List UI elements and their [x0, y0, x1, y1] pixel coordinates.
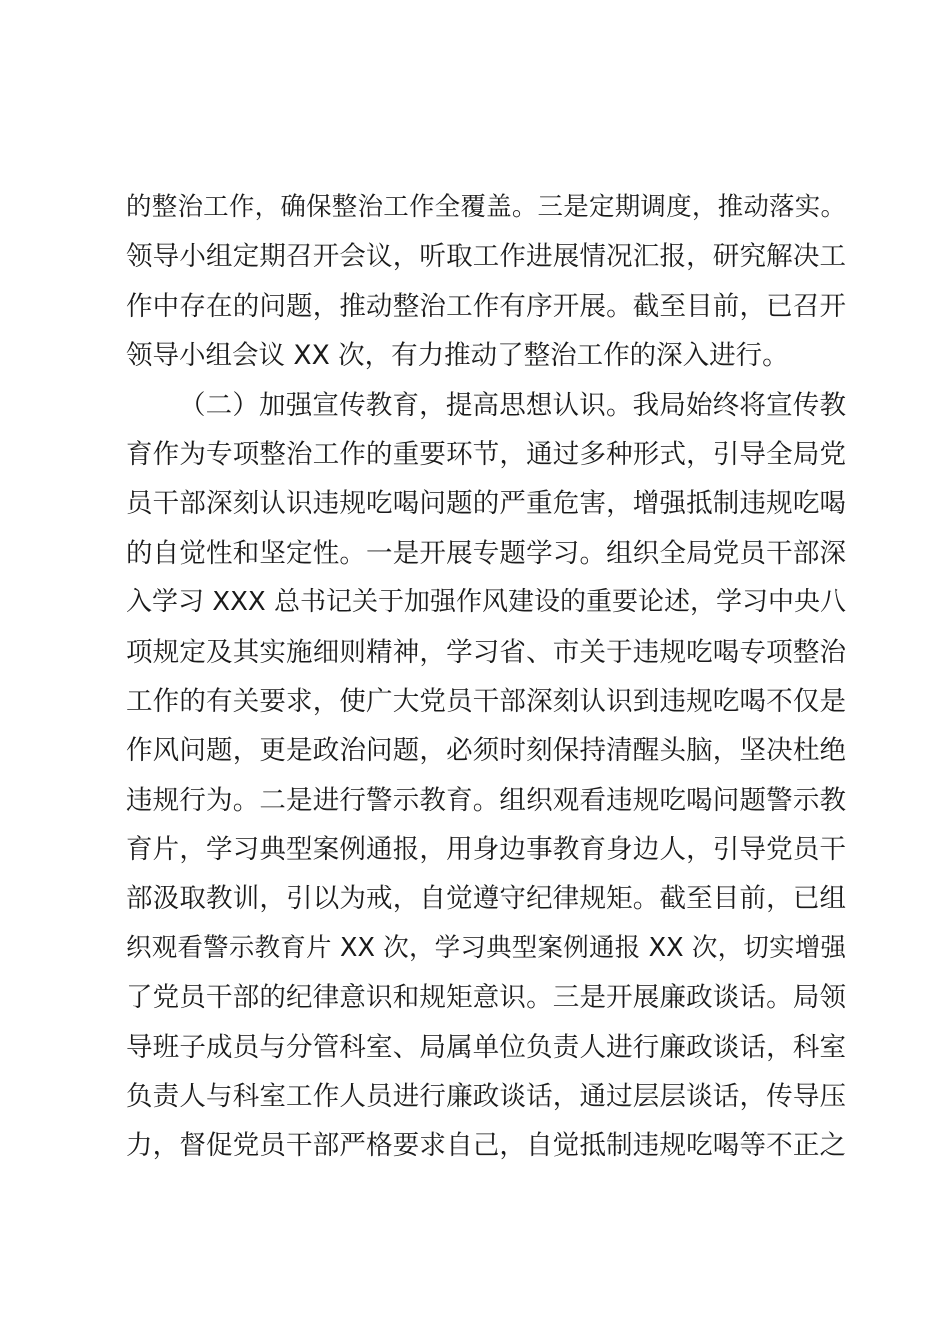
- body-text: [126, 183, 846, 1171]
- text-line: 作中存在的问题，推动整治工作有序开展。截至目前，已召开: [126, 290, 846, 322]
- text-line: 部汲取教训，引以为戒，自觉遵守纪律规矩。截至目前，已组: [126, 883, 846, 915]
- text-line: 工作的有关要求，使广大党员干部深刻认识到违规吃喝不仅是: [126, 685, 846, 717]
- text-line: 负责人与科室工作人员进行廉政谈话，通过层层谈话，传导压: [126, 1081, 846, 1113]
- text-line: 育作为专项整治工作的重要环节，通过多种形式，引导全局党: [126, 438, 846, 470]
- text-line: 领导小组定期召开会议，听取工作进展情况汇报，研究解决工: [126, 241, 846, 273]
- text-line: 项规定及其实施细则精神，学习省、市关于违规吃喝专项整治: [126, 636, 846, 668]
- text-line: 导班子成员与分管科室、局属单位负责人进行廉政谈话，科室: [126, 1031, 846, 1063]
- text-line: 违规行为。二是进行警示教育。组织观看违规吃喝问题警示教: [126, 784, 846, 816]
- text-line: 了党员干部的纪律意识和规矩意识。三是开展廉政谈话。局领: [126, 982, 846, 1014]
- text-line: 的自觉性和坚定性。一是开展专题学习。组织全局党员干部深: [126, 537, 846, 569]
- text-line: 员干部深刻认识违规吃喝问题的严重危害，增强抵制违规吃喝: [126, 488, 846, 520]
- text-line: 力，督促党员干部严格要求自己，自觉抵制违规吃喝等不正之: [126, 1130, 846, 1162]
- text-line: 织观看警示教育片 XX 次，学习典型案例通报 XX 次，切实增强: [126, 932, 846, 963]
- text-line: 入学习 XXX 总书记关于加强作风建设的重要论述，学习中央八: [126, 587, 846, 618]
- text-line: 作风问题，更是政治问题，必须时刻保持清醒头脑，坚决杜绝: [126, 735, 846, 767]
- text-line: 领导小组会议 XX 次，有力推动了整治工作的深入进行。: [126, 340, 789, 372]
- text-line: 育片，学习典型案例通报，用身边事教育身边人，引导党员干: [126, 834, 846, 866]
- text-line: 的整治工作，确保整治工作全覆盖。三是定期调度，推动落实。: [126, 192, 846, 222]
- section-heading-line: （二）加强宣传教育，提高思想认识。我局始终将宣传教: [179, 389, 846, 421]
